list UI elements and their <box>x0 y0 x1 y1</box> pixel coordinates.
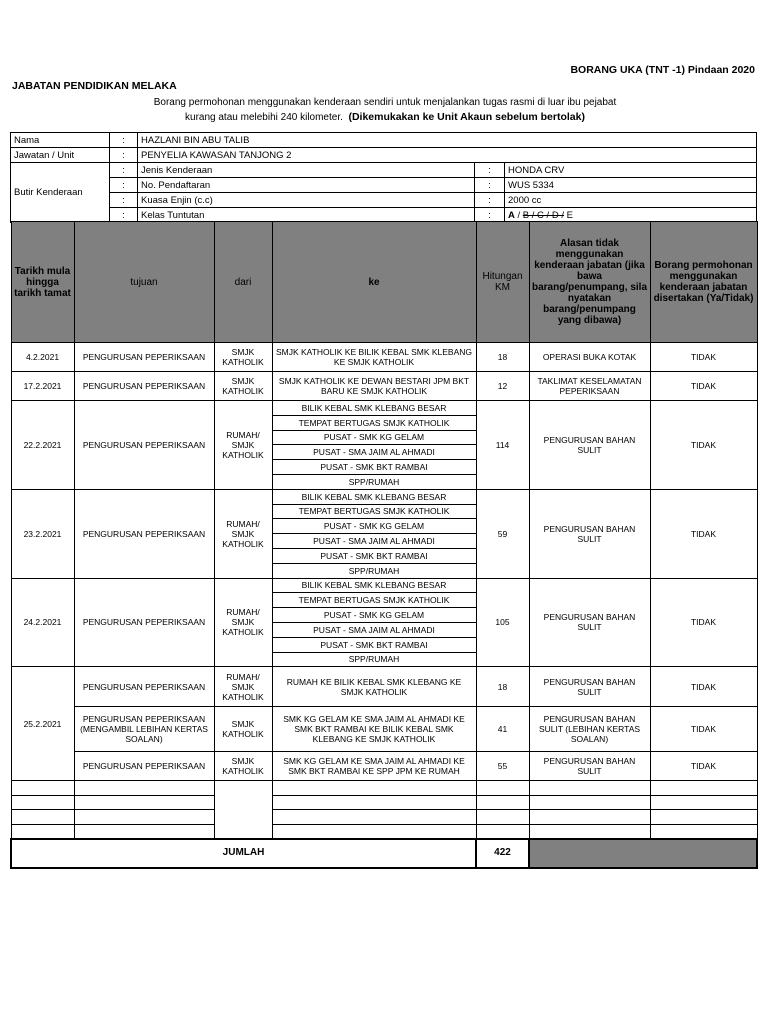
trip-date: 23.2.2021 <box>11 489 74 578</box>
trip-destination: BILIK KEBAL SMK KLEBANG BESAR <box>272 401 476 416</box>
vehicle-type-label: Jenis Kenderaan <box>138 163 475 178</box>
trip-attached: TIDAK <box>650 343 757 372</box>
header-from: dari <box>214 222 272 343</box>
header-to: ke <box>272 222 476 343</box>
trip-destination: PUSAT - SMK BKT RAMBAI <box>272 548 476 563</box>
colon: : <box>110 148 138 163</box>
colon: : <box>110 208 138 223</box>
trip-destination: PUSAT - SMK KG GELAM <box>272 430 476 445</box>
table-row <box>11 667 757 707</box>
trip-purpose: PENGURUSAN PEPERIKSAAN <box>74 578 214 667</box>
trip-km: 114 <box>476 401 529 490</box>
name-value: HAZLANI BIN ABU TALIB <box>138 133 757 148</box>
blank-cell <box>11 795 74 810</box>
trip-attached: TIDAK <box>650 752 757 781</box>
blank-row <box>11 781 757 796</box>
trip-purpose: PENGURUSAN PEPERIKSAAN <box>74 667 214 707</box>
blank-cell <box>476 795 529 810</box>
trip-from: SMJK KATHOLIK <box>214 372 272 401</box>
class-e: E <box>563 209 573 221</box>
trip-destination: TEMPAT BERTUGAS SMJK KATHOLIK <box>272 415 476 430</box>
table-row <box>11 752 757 781</box>
total-row <box>11 839 757 868</box>
total-label: JUMLAH <box>11 839 476 868</box>
blank-cell <box>74 795 214 810</box>
trip-attached: TIDAK <box>650 372 757 401</box>
form-code: BORANG UKA (TNT -1) Pindaan 2020 <box>570 64 755 76</box>
trip-destination: PUSAT - SMA JAIM AL AHMADI <box>272 534 476 549</box>
vehicle-type-value: HONDA CRV <box>505 163 757 178</box>
trip-purpose: PENGURUSAN PEPERIKSAAN (MENGAMBIL LEBIHAN KERTAS SOALAN) <box>74 707 214 752</box>
class-struck: B / C / D / <box>522 209 564 221</box>
trip-destination: SPP/RUMAH <box>272 474 476 489</box>
claim-class-label: Kelas Tuntutan <box>138 208 475 223</box>
trip-attached: TIDAK <box>650 667 757 707</box>
trip-to: RUMAH KE BILIK KEBAL SMK KLEBANG KE SMJK KATHOLIK <box>272 667 476 707</box>
engine-value: 2000 cc <box>505 193 757 208</box>
trip-purpose: PENGURUSAN PEPERIKSAAN <box>74 372 214 401</box>
trip-to: SMK KG GELAM KE SMA JAIM AL AHMADI KE SMK BKT RAMBAI KE BILIK KEBAL SMK KLEBANG KE SMJK KATHOLIK <box>272 707 476 752</box>
blank-cell <box>11 824 74 839</box>
blank-cell <box>529 810 650 825</box>
blank-cell <box>272 795 476 810</box>
colon: : <box>110 178 138 193</box>
position-label: Jawatan / Unit <box>11 148 110 163</box>
trip-km: 18 <box>476 667 529 707</box>
trip-from: RUMAH/ SMJK KATHOLIK <box>214 667 272 707</box>
table-header <box>11 222 757 343</box>
trip-destination: PUSAT - SMA JAIM AL AHMADI <box>272 622 476 637</box>
blank-cell <box>529 824 650 839</box>
trip-reason: TAKLIMAT KESELAMATAN PEPERIKSAAN <box>529 372 650 401</box>
position-value: PENYELIA KAWASAN TANJONG 2 <box>138 148 757 163</box>
colon: : <box>475 178 505 193</box>
trip-from: RUMAH/ SMJK KATHOLIK <box>214 489 272 578</box>
trip-from: SMJK KATHOLIK <box>214 707 272 752</box>
trip-to: SMJK KATHOLIK KE BILIK KEBAL SMK KLEBANG KE SMJK KATHOLIK <box>272 343 476 372</box>
intro-line-1: Borang permohonan menggunakan kenderaan sendiri untuk menjalankan tugas rasmi di luar ibu pejabat <box>153 97 617 108</box>
header-reason: Alasan tidak menggunakan kenderaan jabatan (jika bawa barang/penumpang, sila nyatakan barang/penumpang yang dibawa) <box>529 222 650 343</box>
vehicle-label: Butir Kenderaan <box>11 163 110 223</box>
blank-cell <box>529 795 650 810</box>
trip-from: RUMAH/ SMJK KATHOLIK <box>214 401 272 490</box>
trip-reason: PENGURUSAN BAHAN SULIT <box>529 667 650 707</box>
registration-value: WUS 5334 <box>505 178 757 193</box>
table-row <box>11 707 757 752</box>
trip-destination: PUSAT - SMK BKT RAMBAI <box>272 460 476 475</box>
trip-purpose: PENGURUSAN PEPERIKSAAN <box>74 489 214 578</box>
blank-cell <box>650 810 757 825</box>
trip-date: 24.2.2021 <box>11 578 74 667</box>
applicant-info-table <box>10 132 757 223</box>
registration-label: No. Pendaftaran <box>138 178 475 193</box>
blank-row <box>11 810 757 825</box>
trip-date: 22.2.2021 <box>11 401 74 490</box>
class-sep: / <box>514 209 523 221</box>
trip-reason: PENGURUSAN BAHAN SULIT <box>529 578 650 667</box>
trip-km: 59 <box>476 489 529 578</box>
blank-cell <box>650 795 757 810</box>
vehicle-row <box>11 178 757 193</box>
trip-destination: BILIK KEBAL SMK KLEBANG BESAR <box>272 578 476 593</box>
blank-row <box>11 824 757 839</box>
blank-cell <box>11 810 74 825</box>
header-date: Tarikh mula hingga tarikh tamat <box>11 222 74 343</box>
trip-reason: PENGURUSAN BAHAN SULIT <box>529 489 650 578</box>
trip-destination: SPP/RUMAH <box>272 652 476 667</box>
engine-label: Kuasa Enjin (c.c) <box>138 193 475 208</box>
table-row <box>11 401 757 416</box>
blank-cell <box>214 781 272 839</box>
header-purpose: tujuan <box>74 222 214 343</box>
header-attached: Borang permohonan menggunakan kenderaan jabatan disertakan (Ya/Tidak) <box>650 222 757 343</box>
trip-reason: PENGURUSAN BAHAN SULIT <box>529 401 650 490</box>
blank-cell <box>272 824 476 839</box>
blank-cell <box>272 810 476 825</box>
colon: : <box>475 163 505 178</box>
trip-destination: TEMPAT BERTUGAS SMJK KATHOLIK <box>272 504 476 519</box>
table-row <box>11 372 757 401</box>
department-title: JABATAN PENDIDIKAN MELAKA <box>12 80 177 92</box>
blank-cell <box>11 781 74 796</box>
intro-line-2 <box>100 110 670 125</box>
trip-purpose: PENGURUSAN PEPERIKSAAN <box>74 343 214 372</box>
trip-date: 25.2.2021 <box>11 667 74 781</box>
blank-cell <box>272 781 476 796</box>
trip-destination: BILIK KEBAL SMK KLEBANG BESAR <box>272 489 476 504</box>
blank-cell <box>650 824 757 839</box>
trip-attached: TIDAK <box>650 401 757 490</box>
name-row <box>11 133 757 148</box>
blank-cell <box>74 810 214 825</box>
vehicle-row <box>11 163 757 178</box>
trip-km: 105 <box>476 578 529 667</box>
trip-attached: TIDAK <box>650 707 757 752</box>
trip-date: 4.2.2021 <box>11 343 74 372</box>
trip-purpose: PENGURUSAN PEPERIKSAAN <box>74 752 214 781</box>
blank-cell <box>476 781 529 796</box>
trip-table <box>10 221 758 869</box>
form-description <box>100 96 670 125</box>
header-km: Hitungan KM <box>476 222 529 343</box>
trip-destination: SPP/RUMAH <box>272 563 476 578</box>
trip-date: 17.2.2021 <box>11 372 74 401</box>
total-km: 422 <box>476 839 529 868</box>
trip-from: SMJK KATHOLIK <box>214 752 272 781</box>
class-a: A <box>508 209 515 221</box>
position-row <box>11 148 757 163</box>
trip-from: RUMAH/ SMJK KATHOLIK <box>214 578 272 667</box>
trip-reason: PENGURUSAN BAHAN SULIT <box>529 752 650 781</box>
table-row <box>11 578 757 593</box>
trip-km: 18 <box>476 343 529 372</box>
name-label: Nama <box>11 133 110 148</box>
trip-destination: PUSAT - SMK KG GELAM <box>272 608 476 623</box>
trip-destination: TEMPAT BERTUGAS SMJK KATHOLIK <box>272 593 476 608</box>
blank-cell <box>529 781 650 796</box>
blank-cell <box>650 781 757 796</box>
colon: : <box>475 208 505 223</box>
trip-destination: PUSAT - SMA JAIM AL AHMADI <box>272 445 476 460</box>
trip-from: SMJK KATHOLIK <box>214 343 272 372</box>
colon: : <box>475 193 505 208</box>
trip-to: SMK KG GELAM KE SMA JAIM AL AHMADI KE SMK BKT RAMBAI KE SPP JPM KE RUMAH <box>272 752 476 781</box>
blank-cell <box>476 810 529 825</box>
trip-destination: PUSAT - SMK BKT RAMBAI <box>272 637 476 652</box>
vehicle-row <box>11 193 757 208</box>
trip-km: 41 <box>476 707 529 752</box>
blank-row <box>11 795 757 810</box>
colon: : <box>110 133 138 148</box>
trip-km: 55 <box>476 752 529 781</box>
trip-attached: TIDAK <box>650 578 757 667</box>
total-shaded-cell <box>529 839 757 868</box>
intro-text: kurang atau melebihi 240 kilometer. <box>185 112 343 123</box>
blank-cell <box>74 824 214 839</box>
trip-purpose: PENGURUSAN PEPERIKSAAN <box>74 401 214 490</box>
table-row <box>11 343 757 372</box>
trip-km: 12 <box>476 372 529 401</box>
colon: : <box>110 193 138 208</box>
blank-cell <box>476 824 529 839</box>
table-row <box>11 489 757 504</box>
intro-note: (Dikemukakan ke Unit Akaun sebelum bertolak) <box>348 111 585 123</box>
trip-reason: OPERASI BUKA KOTAK <box>529 343 650 372</box>
blank-cell <box>74 781 214 796</box>
trip-to: SMJK KATHOLIK KE DEWAN BESTARI JPM BKT BARU KE SMJK KATHOLIK <box>272 372 476 401</box>
trip-destination: PUSAT - SMK KG GELAM <box>272 519 476 534</box>
colon: : <box>110 163 138 178</box>
trip-attached: TIDAK <box>650 489 757 578</box>
trip-reason: PENGURUSAN BAHAN SULIT (LEBIHAN KERTAS SOALAN) <box>529 707 650 752</box>
